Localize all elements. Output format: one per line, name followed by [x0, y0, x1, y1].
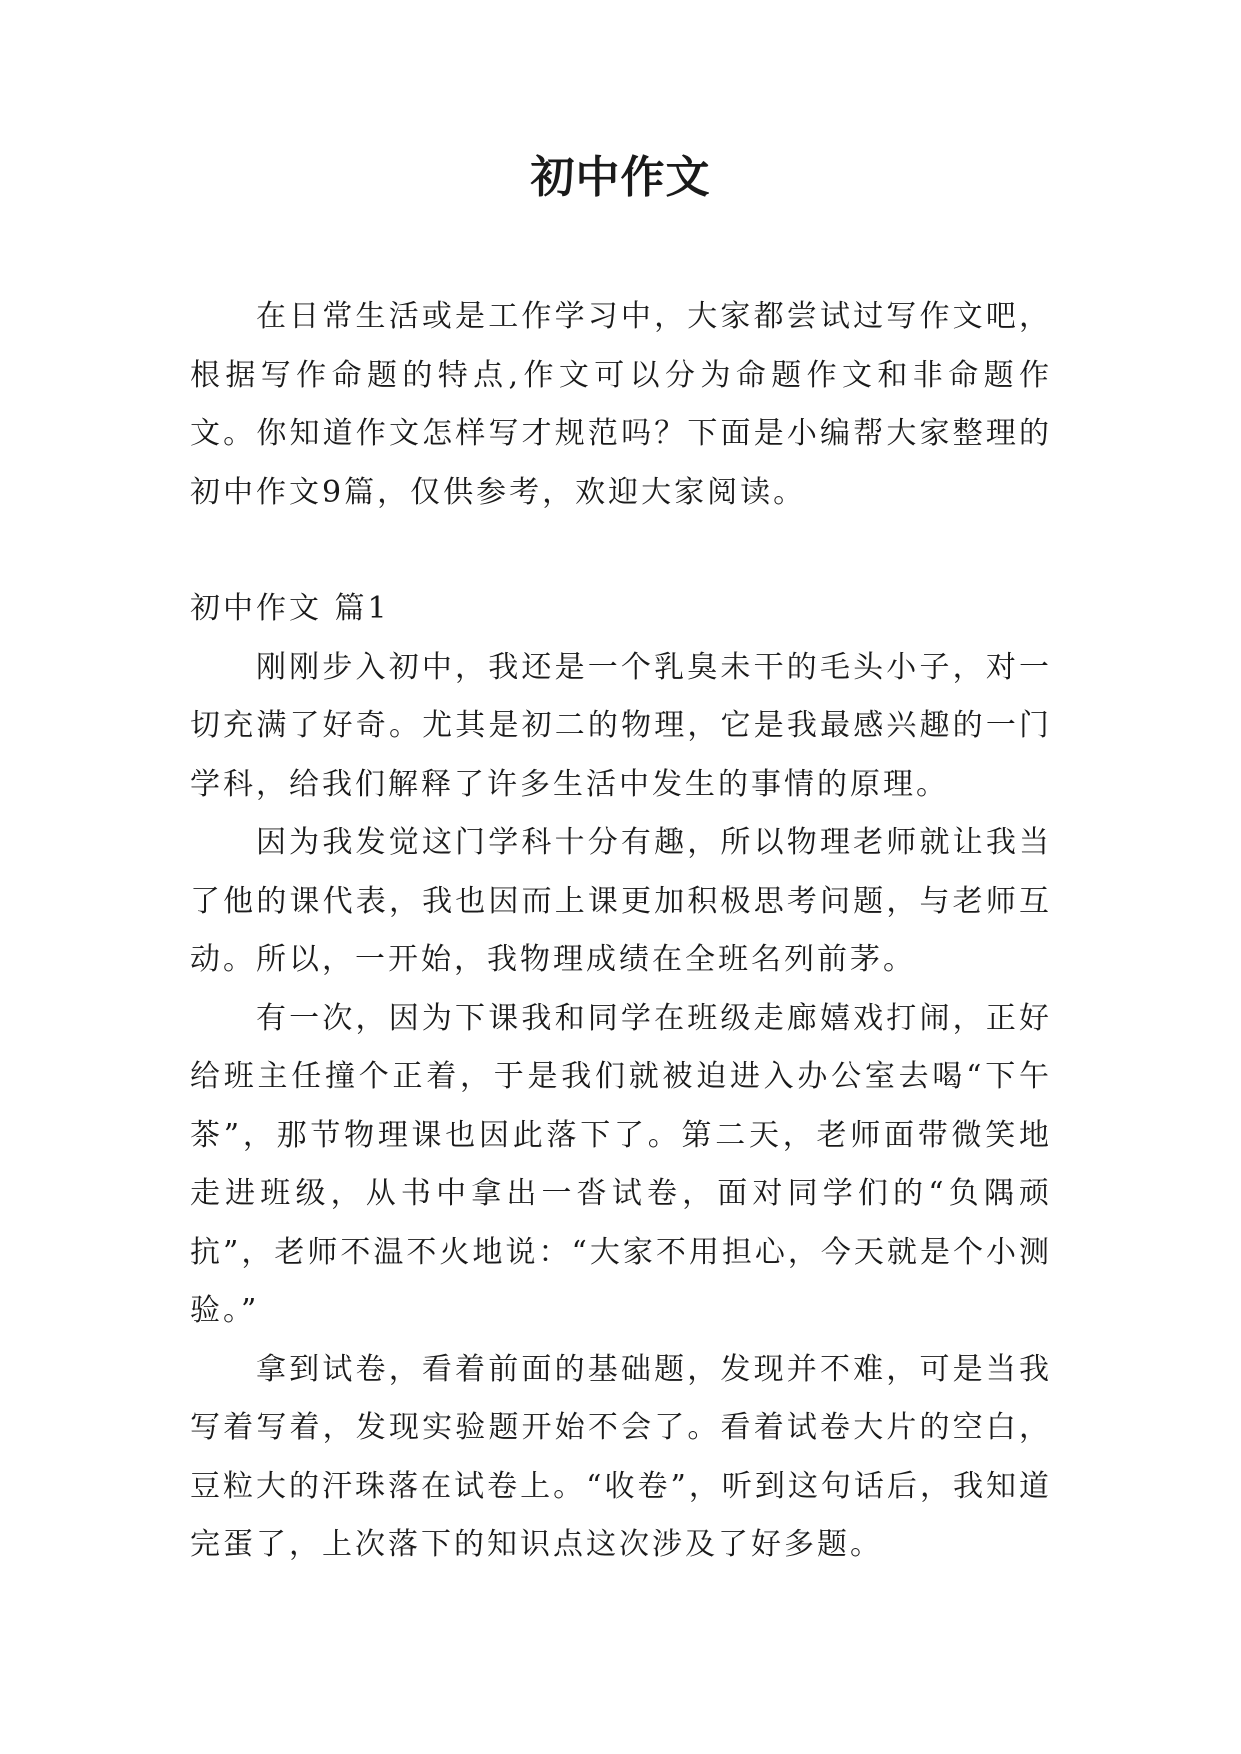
body-paragraph: 有一次，因为下课我和同学在班级走廊嬉戏打闹，正好给班主任撞个正着，于是我们就被迫进入办公室去喝“下午茶”，那节物理课也因此落下了。第二天，老师面带微笑地走进班级，从书中拿出一沓试卷，面对同学们的“负隅顽抗”，老师不温不火地说：“大家不用担心，今天就是个小测验。”: [190, 1000, 1052, 1328]
body-paragraph: 因为我发觉这门学科十分有趣，所以物理老师就让我当了他的课代表，我也因而上课更加积极思考问题，与老师互动。所以，一开始，我物理成绩在全班名列前茅。: [190, 825, 1052, 977]
body-paragraph: 刚刚步入初中，我还是一个乳臭未干的毛头小子，对一切充满了好奇。尤其是初二的物理，它是我最感兴趣的一门学科，给我们解释了许多生活中发生的事情的原理。: [190, 649, 1052, 802]
section-heading: 初中作文 篇1: [190, 591, 390, 626]
document-title: 初中作文: [530, 152, 711, 203]
intro-paragraph: 在日常生活或是工作学习中，大家都尝试过写作文吧，根据写作命题的特点,作文可以分为命题作文和非命题作文。你知道作文怎样写才规范吗？下面是小编帮大家整理的初中作文9篇，仅供参考，欢迎大家阅读。: [190, 299, 1052, 510]
essay-section: [190, 580, 1052, 1575]
body-paragraph: 拿到试卷，看着前面的基础题，发现并不难，可是当我写着写着，发现实验题开始不会了。看着试卷大片的空白，豆粒大的汗珠落在试卷上。“收卷”，听到这句话后，我知道完蛋了，上次落下的知识点这次涉及了好多题。: [190, 1351, 1052, 1562]
